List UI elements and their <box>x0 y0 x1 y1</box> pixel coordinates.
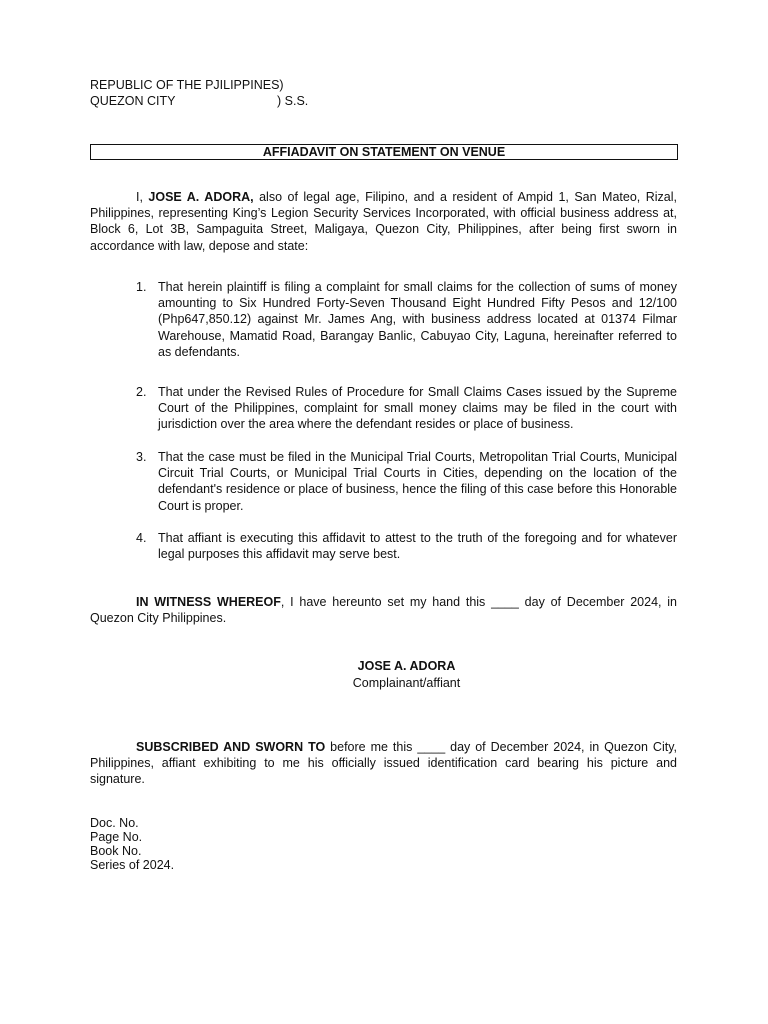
list-item <box>136 449 677 514</box>
venue-republic: REPUBLIC OF THE PJILIPPINES) <box>90 78 284 92</box>
doc-number: Doc. No. <box>90 816 139 830</box>
signatory-role: Complainant/affiant <box>352 676 461 690</box>
intro-paragraph <box>90 189 677 254</box>
list-item-text: That affiant is executing this affidavit to attest to the truth of the foregoing and for whatever legal purposes this affidavit may serve best. <box>158 531 677 562</box>
book-number: Book No. <box>90 844 142 858</box>
series-year: Series of 2024. <box>90 858 175 872</box>
list-item-text: That under the Revised Rules of Procedure for Small Claims Cases issued by the Supreme Court of the Philippines, complaint for small money claims may be filed in the court with jurisdiction over the area where the defendant resides or place of business. <box>158 385 677 432</box>
list-item-number: 3. <box>136 450 147 464</box>
intro-prefix: I, <box>136 190 149 204</box>
witness-text: , I have hereunto set my hand this ____ day of December 2024, in Quezon City Philippines. <box>90 595 678 626</box>
list-item-text: That the case must be filed in the Municipal Trial Courts, Metropolitan Trial Courts, Municipal Circuit Trial Courts, or Municipal Trial Courts in Cities, depending on the location of the defendant's residence or place of business, hence the filing of this case before this Honorable Court is proper. <box>158 450 677 513</box>
jurat-heading: SUBSCRIBED AND SWORN TO <box>136 740 326 754</box>
list-item-number: 1. <box>136 280 147 294</box>
list-item <box>136 384 677 433</box>
list-item-number: 2. <box>136 385 147 399</box>
venue-ss: ) S.S. <box>277 94 309 108</box>
list-item <box>136 279 677 360</box>
witness-paragraph <box>90 594 677 626</box>
intro-text: also of legal age, Filipino, and a resident of Ampid 1, San Mateo, Rizal, Philippines, representing King’s Legion Security Services Incorporated, with official business address at, Block 6, Lot 3B, Sampaguita Street, Maligaya, Quezon City, Philippines, after being first sworn in accordance with law, depose and state: <box>90 190 678 253</box>
list-item-text: That herein plaintiff is filing a complaint for small claims for the collection of sums of money amounting to Six Hundred Forty-Seven Thousand Eight Hundred Fifty Pesos and 12/100 (Php647,850.12) against Mr. James Ang, with business address located at 01374 Filmar Warehouse, Mamatid Road, Barangay Banlic, Cabuyao City, Laguna, hereinafter referred to as defendants. <box>158 280 677 359</box>
page-number: Page No. <box>90 830 143 844</box>
venue-city: QUEZON CITY <box>90 94 176 108</box>
list-item-number: 4. <box>136 531 147 545</box>
affiant-name: JOSE A. ADORA, <box>148 190 254 204</box>
witness-heading: IN WITNESS WHEREOF <box>136 595 281 609</box>
list-item <box>136 530 677 562</box>
signatory-name: JOSE A. ADORA <box>357 659 456 673</box>
document-title: AFFIADAVIT ON STATEMENT ON VENUE <box>90 144 678 160</box>
jurat-text: before me this ____ day of December 2024, in Quezon City, Philippines, affiant exhibiting to me his officially issued identification card bearing his picture and signature. <box>90 740 678 787</box>
jurat-paragraph <box>90 739 677 788</box>
